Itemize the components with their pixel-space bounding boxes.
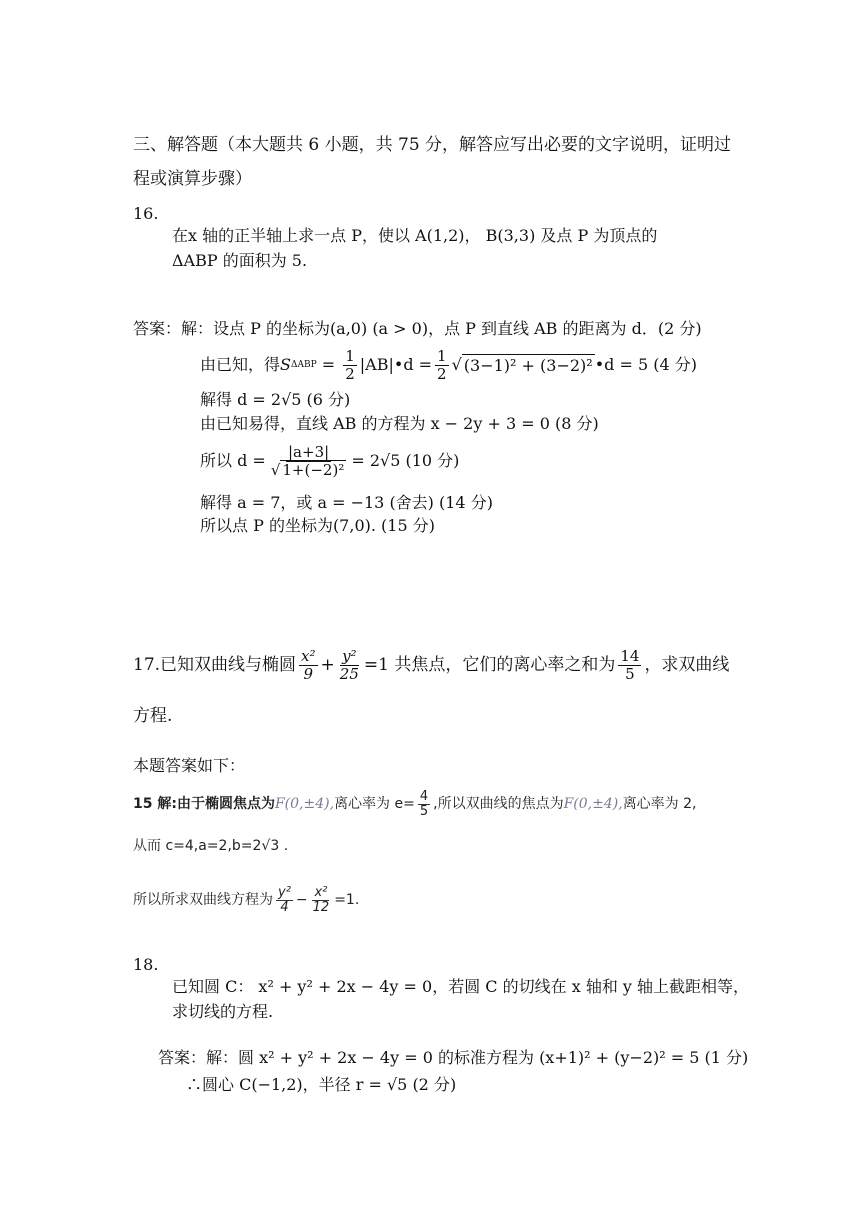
q17-image-f1: F(0,±4), <box>274 796 335 812</box>
q16-area-tail: •d = 5 (4 分) <box>594 355 697 374</box>
q17-stem-pre: 17.已知双曲线与椭圆 <box>133 655 297 675</box>
q16-stem-line1: 在x 轴的正半轴上求一点 P，使以 A(1,2)， B(3,3) 及点 P 为顶点的 <box>172 226 658 245</box>
q16-area-prefix: 由已知，得 <box>200 355 281 374</box>
section-title-line1: 三、解答题（本大题共 6 小题，共 75 分，解答应写出必要的文字说明，证明过 <box>133 135 732 155</box>
q16-answer-line6: 解得 a = 7，或 a = −13 (舍去) (14 分) <box>200 493 493 512</box>
q16-area-half-frac: $\frac{1}{2}$ <box>345 346 355 383</box>
q17-image-hyp-frac2: $\frac{\text{x²}}{12}$ <box>312 884 330 915</box>
q17-stem-post: ，求双曲线 <box>644 655 730 675</box>
q18-answer-line2: ∴圆心 C(−1,2)，半径 r = √5 (2 分) <box>186 1075 457 1094</box>
q17-image-e-frac: $\frac{4}{5}$ <box>419 788 429 819</box>
section-title-line2: 程或演算步骤） <box>133 169 252 189</box>
q16-area-radicand: (3−1)² + (3−2)² <box>463 355 593 375</box>
q17-image-line1 <box>133 782 697 826</box>
q18-number: 18. <box>133 955 159 974</box>
q16-distance-prefix: 所以 d = <box>200 451 266 470</box>
q16-distance-tail: = 2√5 (10 分) <box>351 451 460 470</box>
q17-image-line3: 所以所求双曲线方程为 $\frac{\text{y²}}{4}$ − $\frac{\text{x²}}{12}$ =1. <box>133 884 360 915</box>
q17-image-hyp-frac1: $\frac{\text{y²}}{4}$ <box>278 884 291 915</box>
q16-number: 16. <box>133 204 159 223</box>
q17-image-line3-post: =1. <box>334 892 360 908</box>
q16-answer-line1: 答案：解：设点 P 的坐标为(a,0) (a > 0)，点 P 到直线 AB 的距离为 d．(2 分) <box>133 319 702 338</box>
q17-answer-intro: 本题答案如下： <box>133 756 246 775</box>
q17-frac-y2-25: $\frac{\text{y²}}{25}$ <box>339 646 359 683</box>
q16-area-formula: 由已知，得 S ΔABP = $\frac{1}{2}$ |AB|•d = $\frac{1}{2}$ √ (3−1)² + (3−2)² •d = 5 (4 分) <box>200 346 697 383</box>
q18-stem-line1: 已知圆 C： x² + y² + 2x − 4y = 0，若圆 C 的切线在 x 轴和 y 轴上截距相等， <box>172 977 750 996</box>
q16-distance-frac: $\frac{|a+3|}{\text{√ 1+(−2)²}}$ <box>270 442 345 479</box>
q17-image-line1-end: 离心率为 2, <box>622 796 697 812</box>
q16-area-s-sub: ΔABP <box>290 360 317 370</box>
q16-area-s: S <box>280 355 291 374</box>
q17-stem-line2: 方程. <box>133 706 173 726</box>
q16-answer-line4: 由已知易得，直线 AB 的方程为 x − 2y + 3 = 0 (8 分) <box>200 414 599 433</box>
q17-image-line1-post: ,所以双曲线的焦点为 <box>433 796 564 812</box>
q17-image-line1-pre: 15 解:由于椭圆焦点为 <box>133 796 275 812</box>
q17-frac-x2-9: $\frac{\text{x²}}{9}$ <box>301 646 316 683</box>
q18-stem-line2: 求切线的方程. <box>172 1002 274 1021</box>
q16-area-half-frac2: $\frac{1}{2}$ <box>437 346 447 383</box>
q16-answer-line7: 所以点 P 的坐标为(7,0). (15 分) <box>200 516 435 535</box>
q17-image-line2: 从而 c=4,a=2,b=2√3 . <box>133 838 289 854</box>
q16-stem-line2: ΔABP 的面积为 5. <box>172 251 308 270</box>
q17-stem-mid: =1 共焦点，它们的离心率之和为 <box>363 655 616 675</box>
q16-distance-formula <box>200 438 459 484</box>
q17-stem-line1: 17.已知双曲线与椭圆 $\frac{\text{x²}}{9}$ + $\frac{\text{y²}}{25}$ =1 共焦点，它们的离心率之和为 $\frac{14}{5}$ ，求双曲线 <box>133 646 730 683</box>
q16-area-middle: |AB|•d = <box>359 355 433 374</box>
q16-answer-line3: 解得 d = 2√5 (6 分) <box>200 390 351 409</box>
q18-answer-line1: 答案：解：圆 x² + y² + 2x − 4y = 0 的标准方程为 (x+1)² + (y−2)² = 5 (1 分) <box>158 1048 749 1067</box>
q17-image-f2: F(0,±4), <box>563 796 623 812</box>
q17-frac-14-5: $\frac{14}{5}$ <box>620 646 640 683</box>
q17-image-line1-mid: 离心率为 e= <box>334 796 415 812</box>
q17-image-line3-pre: 所以所求双曲线方程为 <box>133 892 273 908</box>
